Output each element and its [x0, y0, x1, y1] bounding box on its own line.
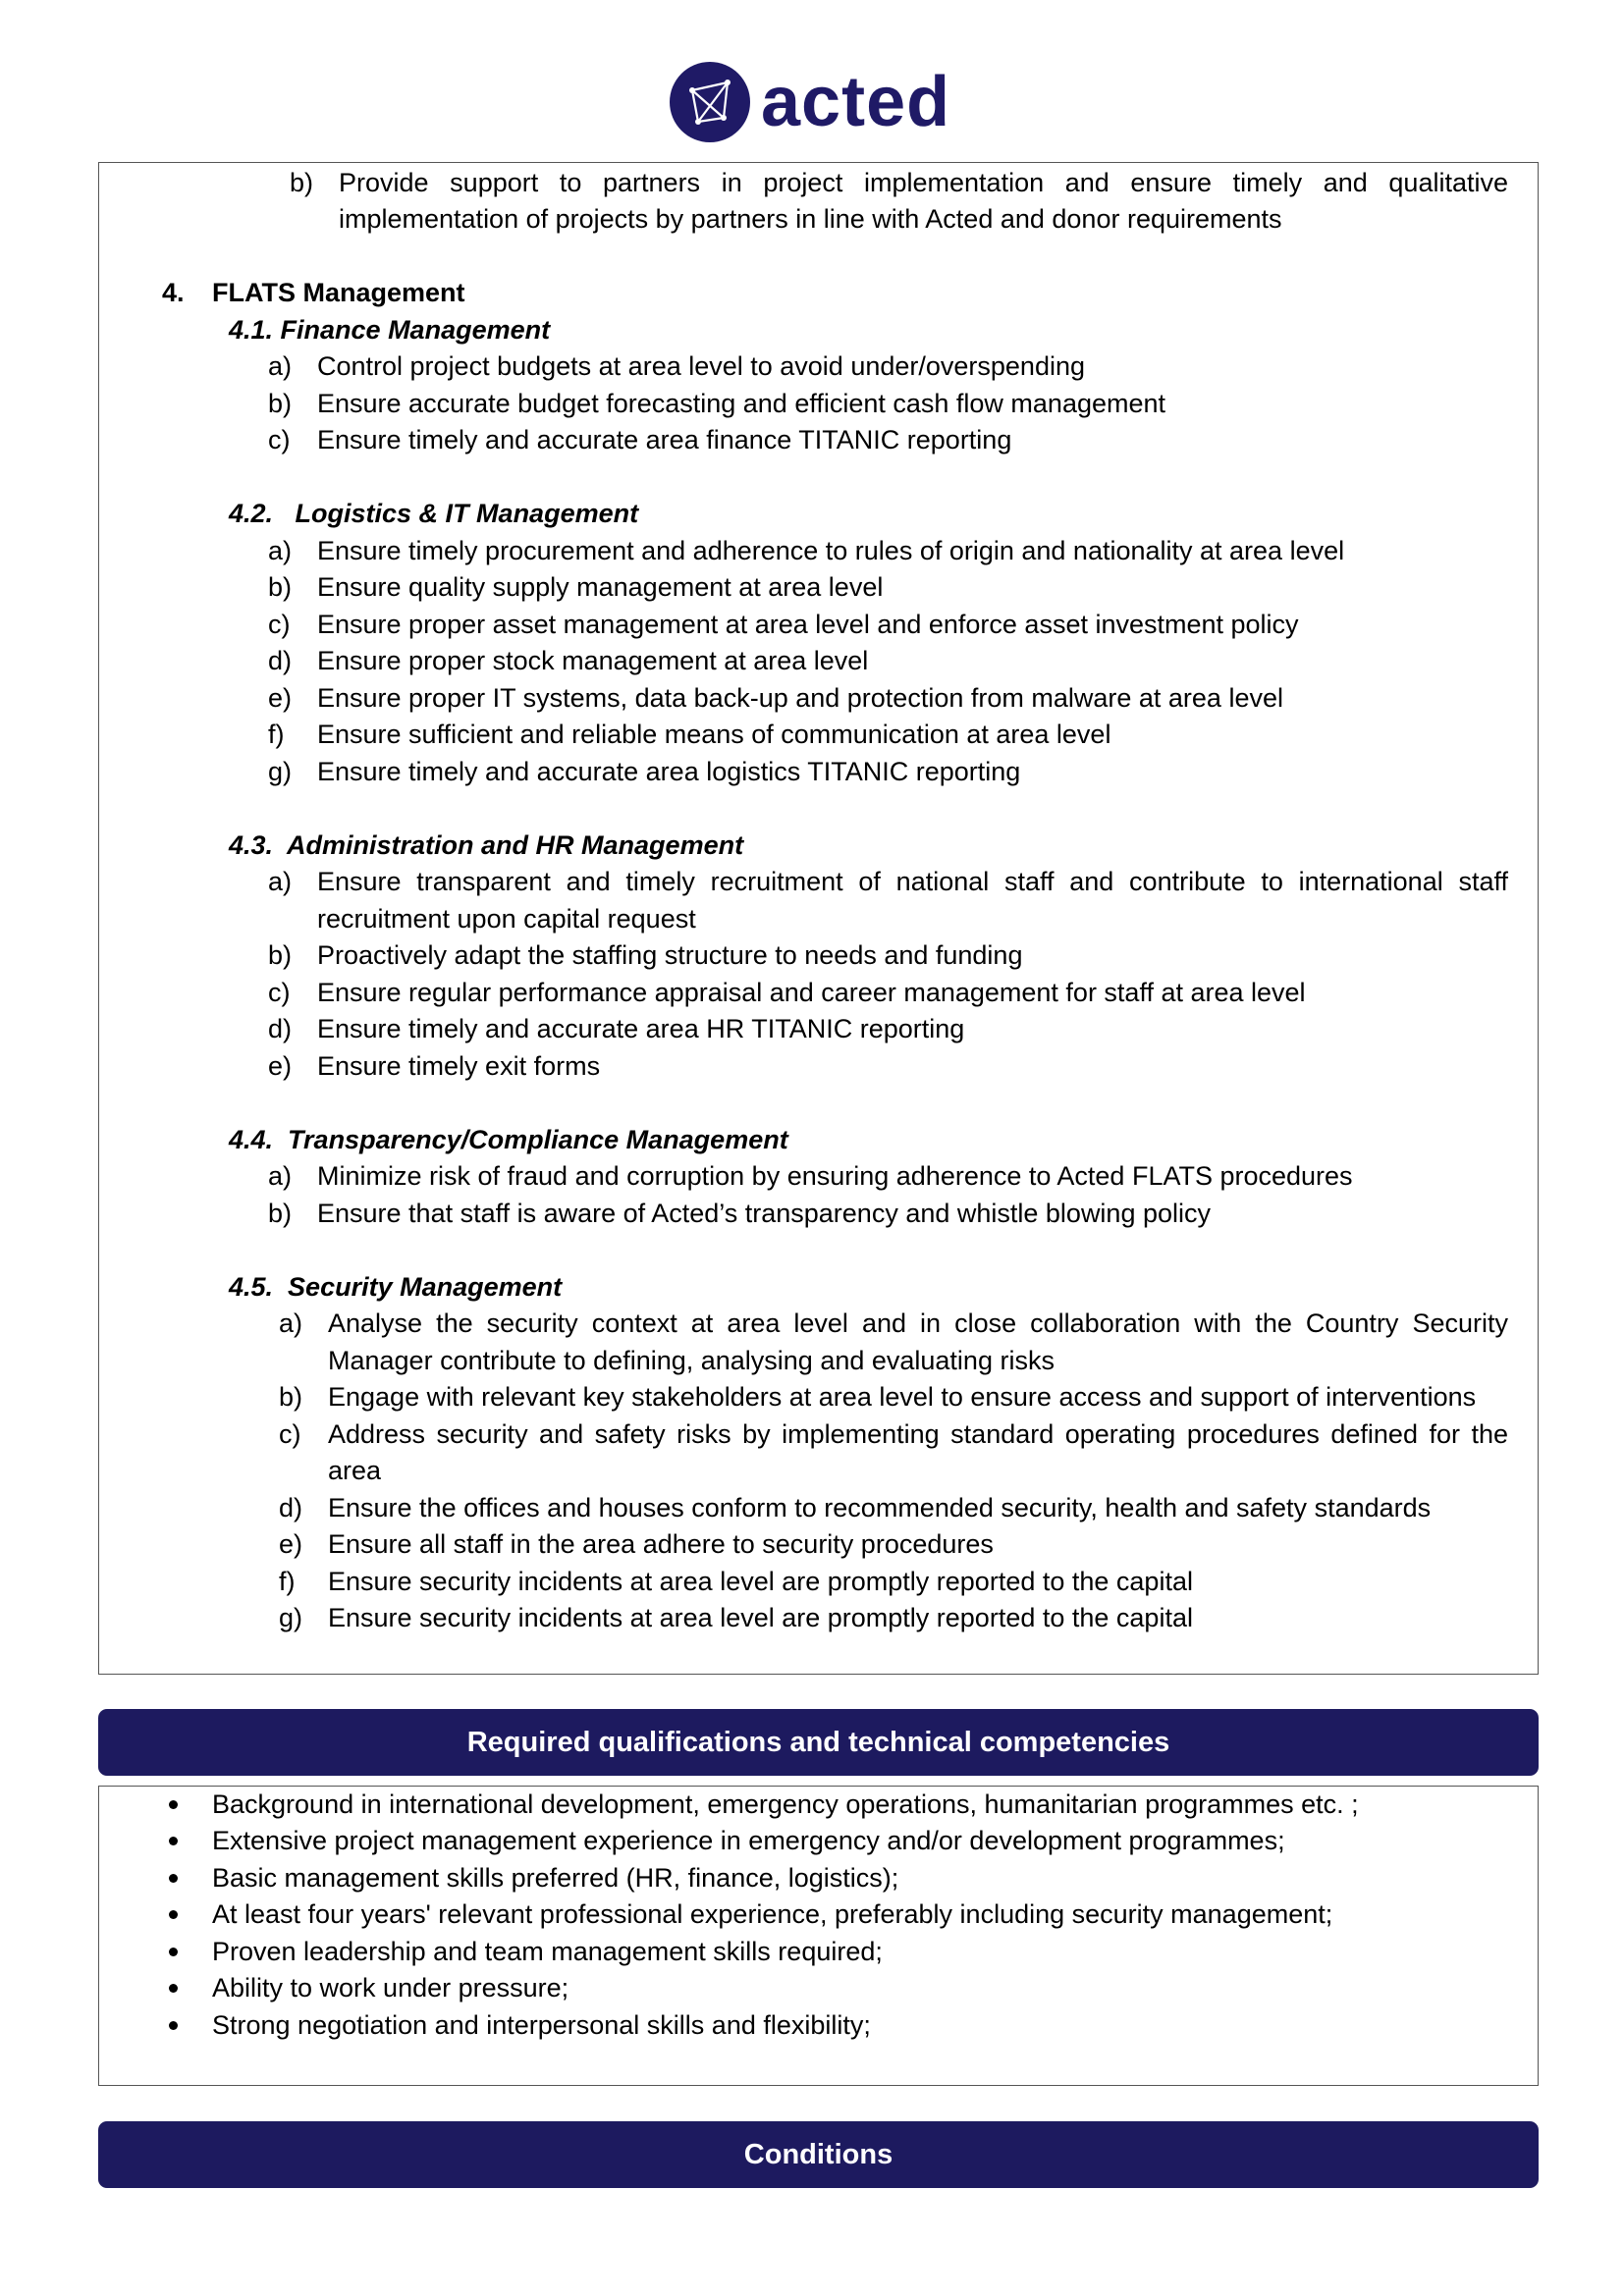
- list-marker: d): [268, 646, 293, 675]
- subsection-title: 4.4. Transparency/Compliance Management: [229, 1125, 788, 1154]
- list-item-text: Ensure timely procurement and adherence to rules of origin and nationality at area level: [317, 536, 1345, 565]
- list-item-text: Ensure security incidents at area level are promptly reported to the capital: [328, 1603, 1193, 1632]
- list-item-text: Ensure timely and accurate area logistics TITANIC reporting: [317, 757, 1021, 786]
- list-item-text-continued: area: [328, 1456, 382, 1485]
- list-marker: c): [268, 425, 291, 454]
- bullet-icon: [169, 1948, 178, 1956]
- qualification-item: Ability to work under pressure;: [212, 1973, 569, 2002]
- list-item-text-continued: recruitment upon capital request: [317, 904, 696, 934]
- qualification-item: Basic management skills preferred (HR, finance, logistics);: [212, 1863, 899, 1893]
- list-item-text: Ensure proper IT systems, data back-up and protection from malware at area level: [317, 683, 1283, 713]
- list-item-text: Ensure proper stock management at area level: [317, 646, 869, 675]
- bullet-icon: [169, 1874, 178, 1883]
- list-item-text: Ensure timely and accurate area HR TITANIC reporting: [317, 1014, 965, 1043]
- bullet-icon: [169, 1800, 178, 1809]
- list-item-text: Ensure security incidents at area level are promptly reported to the capital: [328, 1567, 1193, 1596]
- acted-logo-mark-icon: [669, 61, 751, 143]
- qualification-item: Strong negotiation and interpersonal skills and flexibility;: [212, 2010, 871, 2040]
- qualification-item: Background in international development, emergency operations, humanitarian programmes etc. ;: [212, 1789, 1359, 1819]
- list-marker: b): [290, 168, 314, 197]
- list-marker: g): [268, 757, 293, 786]
- list-marker: c): [268, 610, 291, 639]
- subsection-title: 4.1. Finance Management: [229, 315, 551, 345]
- list-item-text: Ensure quality supply management at area level: [317, 572, 884, 602]
- list-marker: f): [279, 1567, 296, 1596]
- list-item-text: Ensure all staff in the area adhere to security procedures: [328, 1529, 994, 1559]
- list-item-text: Ensure proper asset management at area level and enforce asset investment policy: [317, 610, 1299, 639]
- list-item-text: Ensure the offices and houses conform to recommended security, health and safety standards: [328, 1493, 1432, 1522]
- list-marker: b): [268, 389, 293, 418]
- list-item-text-continued: Manager contribute to defining, analysing and evaluating risks: [328, 1346, 1055, 1375]
- list-marker: a): [268, 867, 293, 896]
- list-item-text: Proactively adapt the staffing structure to needs and funding: [317, 940, 1023, 970]
- list-item-text: Ensure regular performance appraisal and career management for staff at area level: [317, 978, 1306, 1007]
- list-marker: e): [268, 1051, 293, 1081]
- subsection-title: 4.2. Logistics & IT Management: [229, 499, 639, 528]
- list-marker: a): [268, 1161, 293, 1191]
- list-marker: e): [279, 1529, 303, 1559]
- bullet-icon: [169, 1910, 178, 1919]
- acted-logo: [669, 61, 950, 143]
- bullet-icon: [169, 1984, 178, 1993]
- subsection-title: 4.3. Administration and HR Management: [229, 830, 744, 860]
- list-marker: b): [268, 1199, 293, 1228]
- list-marker: c): [279, 1419, 301, 1449]
- list-marker: a): [268, 351, 293, 381]
- list-item-text: Control project budgets at area level to avoid under/overspending: [317, 351, 1085, 381]
- subsection-title: 4.5. Security Management: [229, 1272, 563, 1302]
- list-item-text: Minimize risk of fraud and corruption by ensuring adherence to Acted FLATS procedures: [317, 1161, 1353, 1191]
- list-marker: e): [268, 683, 293, 713]
- list-item-text: Ensure sufficient and reliable means of communication at area level: [317, 720, 1111, 749]
- qualifications-heading: Required qualifications and technical competencies: [98, 1709, 1539, 1776]
- list-marker: b): [268, 940, 293, 970]
- list-item-text: Engage with relevant key stakeholders at area level to ensure access and support of interventions: [328, 1382, 1477, 1412]
- qualification-item: At least four years' relevant professional experience, preferably including security management;: [212, 1899, 1333, 1929]
- list-item-text: Address security and safety risks by implementing standard operating procedures defined for the: [328, 1419, 1508, 1449]
- list-marker: g): [279, 1603, 303, 1632]
- qualification-item: Proven leadership and team management skills required;: [212, 1937, 883, 1966]
- qualification-item: Extensive project management experience in emergency and/or development programmes;: [212, 1826, 1285, 1855]
- list-marker: d): [268, 1014, 293, 1043]
- logo-wordmark: acted: [761, 63, 951, 141]
- conditions-heading: Conditions: [98, 2121, 1539, 2188]
- bullet-icon: [169, 1837, 178, 1845]
- list-marker: a): [279, 1308, 303, 1338]
- list-item-text: Ensure transparent and timely recruitment of national staff and contribute to international staff: [317, 867, 1508, 896]
- list-marker: b): [268, 572, 293, 602]
- list-item-text: Provide support to partners in project implementation and ensure timely and qualitative: [339, 168, 1508, 197]
- list-item-text: Ensure accurate budget forecasting and efficient cash flow management: [317, 389, 1166, 418]
- section-number: 4.: [162, 278, 185, 307]
- list-marker: f): [268, 720, 285, 749]
- list-item-text: Ensure timely exit forms: [317, 1051, 601, 1081]
- list-item-text: Ensure that staff is aware of Acted’s transparency and whistle blowing policy: [317, 1199, 1211, 1228]
- bullet-icon: [169, 2021, 178, 2030]
- list-marker: b): [279, 1382, 303, 1412]
- list-item-text: Ensure timely and accurate area finance TITANIC reporting: [317, 425, 1012, 454]
- list-marker: d): [279, 1493, 303, 1522]
- list-item-text: Analyse the security context at area level and in close collaboration with the Country Security: [328, 1308, 1508, 1338]
- list-marker: a): [268, 536, 293, 565]
- section-title: FLATS Management: [212, 278, 465, 307]
- list-item-text-continued: implementation of projects by partners in line with Acted and donor requirements: [339, 204, 1282, 234]
- list-marker: c): [268, 978, 291, 1007]
